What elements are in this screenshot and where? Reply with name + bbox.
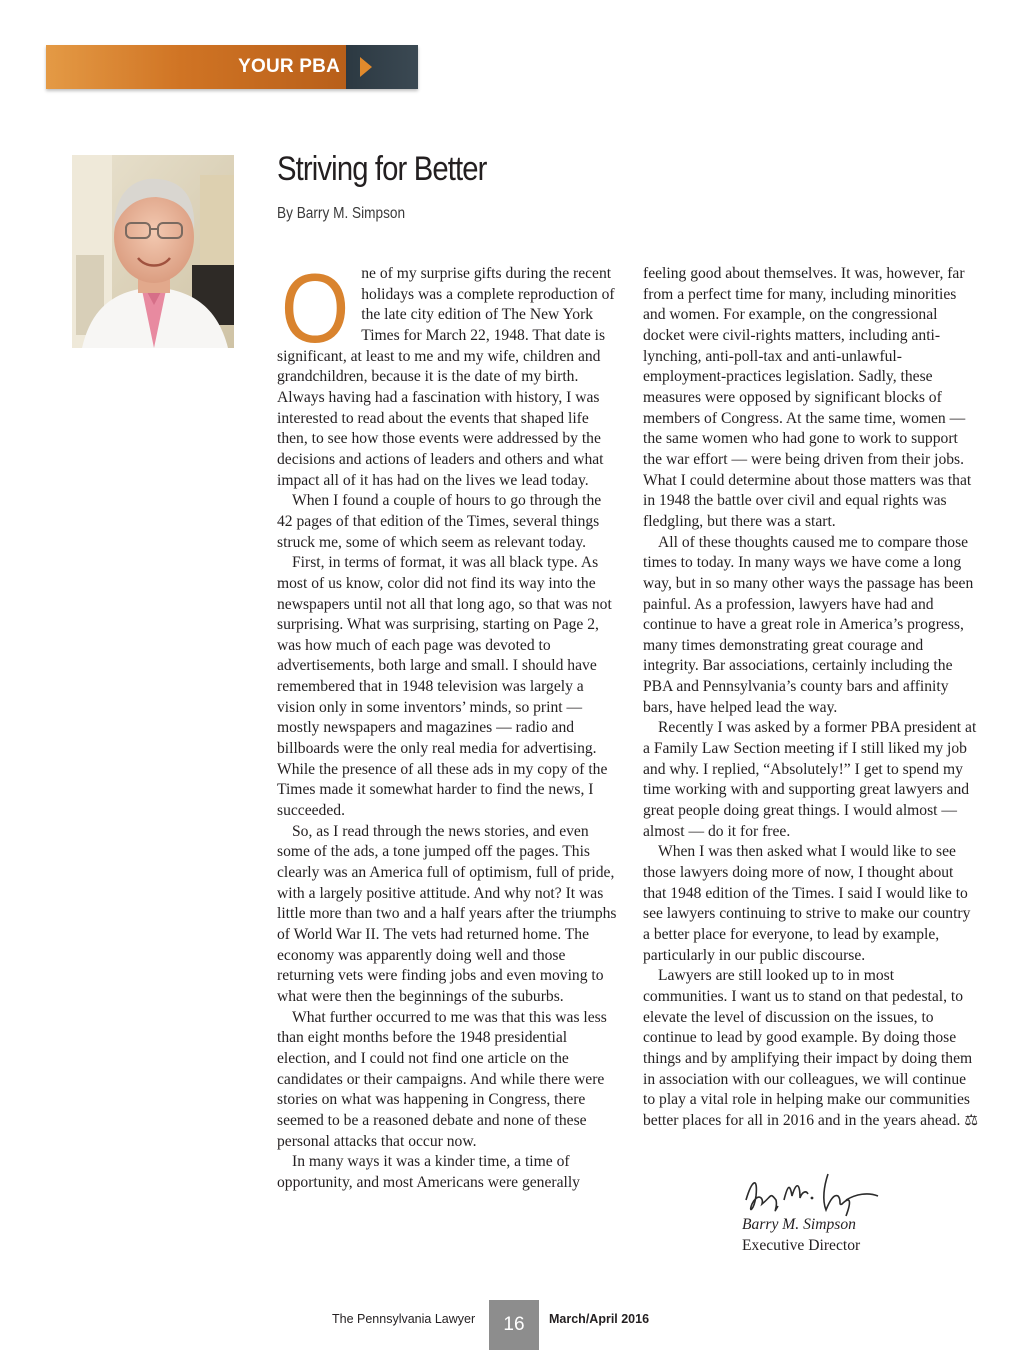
paragraph: Recently I was asked by a former PBA president at a Family Law Section meeting if I still liked my job and why. I replied, “Absolutely!” I get to spend my time working with and supporting great lawyers and great people doing great things. I would almost — almost — do it for free.	[643, 719, 977, 840]
paragraph: First, in terms of format, it was all black type. As most of us know, color did not find its way into the newspapers until not all that long ago, so that was not surprising. What was surprising, starting on Page 2, was how much of each page was devoted to advertisements, both large and small. I should have remembered that in 1948 television was largely a vision only in some inventors’ minds, so print — mostly newspapers and magazines — radio and billboards were the only real media for advertising. While the presence of all these ads in my copy of the Times made it somewhat harder to find the news, I succeeded.	[277, 554, 612, 820]
paragraph-text: ne of my surprise gifts during the recent holidays was a complete reproduction of the late city edition of The New York Times for March 22, 1948. That date is significant, at least to me and my wife, children and grandchildren, because it is the date of my birth. Always having had a fascination with history, I was interested to read about the events that shaped life then, to see how those events were addressed by the decisions and actions of leaders and others and what impact all of it has had on the lives we lead today.	[277, 265, 615, 489]
section-label: YOUR PBA	[238, 56, 340, 77]
section-tab	[46, 45, 418, 89]
paragraph: All of these thoughts caused me to compare those times to today. In many ways we have come a long way, but in so many other ways the passage has been painful. As a profession, lawyers have had and continue to have a great role in America’s progress, many times demonstrating great courage and integrity. Bar associations, certainly including the PBA and Pennsylvania’s county bars and affinity bars, have helped lead the way.	[643, 533, 974, 716]
section-tab-label-area	[46, 45, 346, 89]
paragraph: When I was then asked what I would like to see those lawyers doing more of now, I thought about that 1948 edition of the Times. I said I would like to see lawyers continuing to strive to make our country a better place for everyone, to lead by example, particularly in our public discourse.	[643, 843, 971, 964]
paragraph	[277, 253, 617, 491]
paragraph: Lawyers are still looked up to in most communities. I want us to stand on that pedestal, to elevate the level of discussion on the issues, to continue to lead by good example. By doing those things and by amplifying their impact by doing them in association with our colleagues, we will continue to play a vital role in helping make our communities better places for all in 2016 and in the years ahead. ⚖	[643, 967, 979, 1129]
signature-image	[742, 1170, 882, 1218]
paragraph: When I found a couple of hours to go through the 42 pages of that edition of the Times, several things struck me, some of which seem as relevant today.	[277, 492, 602, 551]
signature-name: Barry M. Simpson	[742, 1216, 856, 1233]
play-arrow-icon	[360, 57, 372, 77]
paragraph: What further occurred to me was that this was less than eight months before the 1948 presidential election, and I could not find one article on the candidates or their campaigns. And while there were stories on what was happening in Congress, there seemed to be a reasoned debate and none of these personal attacks that occur now.	[277, 1008, 607, 1150]
paragraph: In many ways it was a kinder time, a time of opportunity, and most Americans were generally	[277, 1153, 580, 1191]
drop-cap: O	[280, 253, 350, 363]
article-column-left	[277, 253, 617, 1194]
section-tab-arrow-area	[346, 45, 418, 89]
issue-date: March/April 2016	[549, 1312, 650, 1326]
article-title: Striving for Better	[277, 150, 487, 188]
author-photo	[72, 155, 234, 348]
page-footer	[0, 1300, 1024, 1340]
article-column-right	[643, 264, 979, 1132]
article-byline: By Barry M. Simpson	[277, 205, 406, 222]
paragraph: So, as I read through the news stories, and even some of the ads, a tone jumped off the pages. This clearly was an America full of optimism, full of pride, with a largely positive attitude. And why not? It was little more than two and a half years after the triumphs of World War II. The vets had returned home. The economy was apparently doing well and those returning vets were finding jobs and even moving to what were then the beginnings of the suburbs.	[277, 822, 617, 1005]
page-number: 16	[489, 1300, 539, 1350]
signature-title: Executive Director	[742, 1237, 861, 1254]
paragraph: feeling good about themselves. It was, however, far from a perfect time for many, including minorities and women. For example, on the congressional docket were civil-rights matters, including anti-lynching, anti-poll-tax and anti-unlawful-employment-practices legislation. Sadly, these measures were opposed by significant blocks of members of Congress. At the same time, women — the same women who had gone to work to support the war effort — were being driven from their jobs. What I could determine about those matters was that in 1948 the battle over civil and equal rights was fledgling, but there was a start.	[643, 265, 972, 530]
publication-name: The Pennsylvania Lawyer	[332, 1312, 476, 1326]
author-portrait-image	[72, 155, 234, 348]
